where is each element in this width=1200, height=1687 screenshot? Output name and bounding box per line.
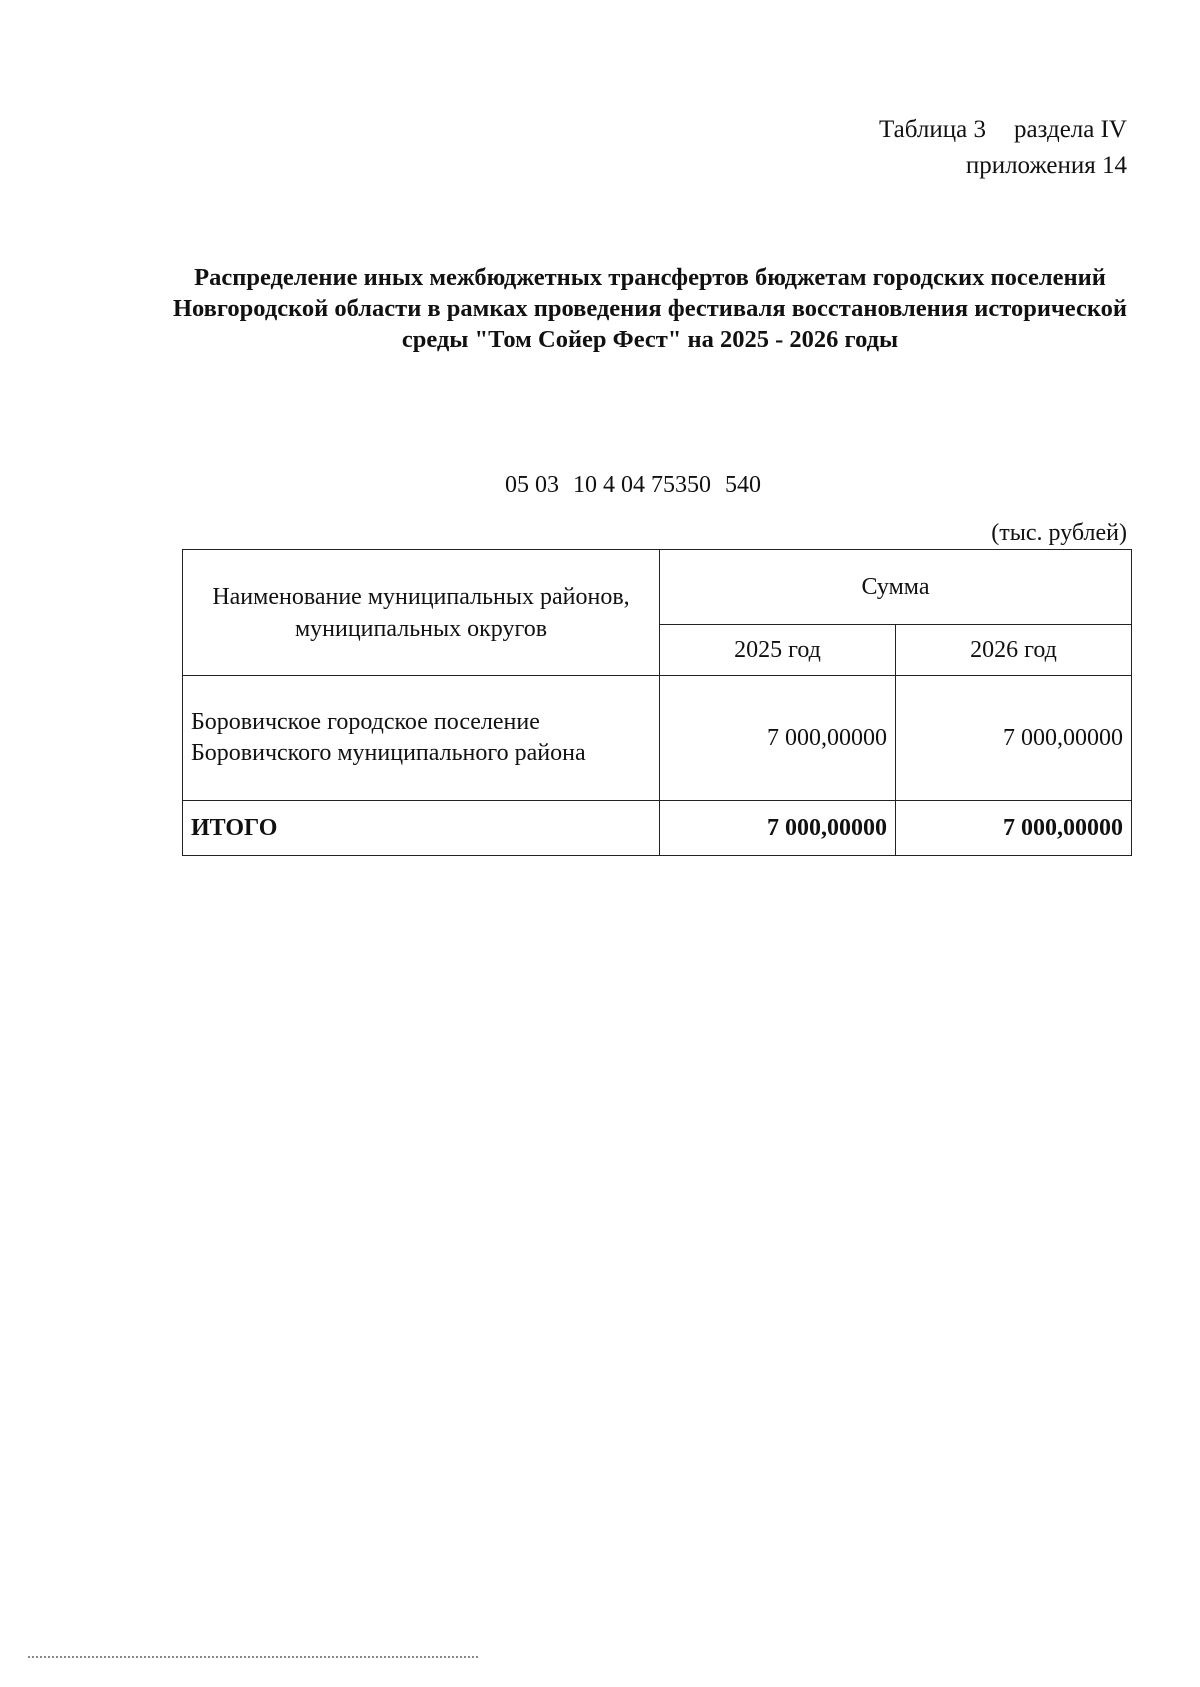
appendix-label: приложения 14 xyxy=(965,152,1127,179)
table-row xyxy=(183,676,1132,801)
row-value-2026: 7 000,00000 xyxy=(896,676,1132,801)
header-year-2025: 2025 год xyxy=(660,625,896,676)
header-name: Наименование муниципальных районов, муниципальных округов xyxy=(183,550,660,676)
code-part: 10 4 04 75350 xyxy=(573,472,711,498)
distribution-table xyxy=(182,549,1132,856)
code-part: 540 xyxy=(725,472,761,498)
total-row xyxy=(183,801,1132,856)
document-title: Распределение иных межбюджетных трансфертов бюджетам городских поселений Новгородской области в рамках проведения фестиваля восстановления исторической среды "Том Сойер Фест" на 2025 - 2026 годы xyxy=(172,264,1128,353)
footer-divider xyxy=(28,1656,478,1658)
header-sum: Сумма xyxy=(660,550,1132,625)
header-year-2026: 2026 год xyxy=(896,625,1132,676)
table-header-row xyxy=(183,550,1132,625)
total-label: ИТОГО xyxy=(183,801,660,856)
table-label: Таблица 3 xyxy=(879,116,986,143)
row-name: Боровичское городское поселение Боровичского муниципального района xyxy=(183,676,660,801)
section-label: раздела IV xyxy=(1013,116,1127,143)
total-value-2025: 7 000,00000 xyxy=(660,801,896,856)
total-value-2026: 7 000,00000 xyxy=(896,801,1132,856)
budget-classification-code xyxy=(0,472,1200,499)
unit-label: (тыс. рублей) xyxy=(991,520,1127,546)
reference-line-1 xyxy=(879,112,1127,148)
code-part: 05 03 xyxy=(505,472,559,498)
document-reference xyxy=(879,112,1127,184)
row-value-2025: 7 000,00000 xyxy=(660,676,896,801)
